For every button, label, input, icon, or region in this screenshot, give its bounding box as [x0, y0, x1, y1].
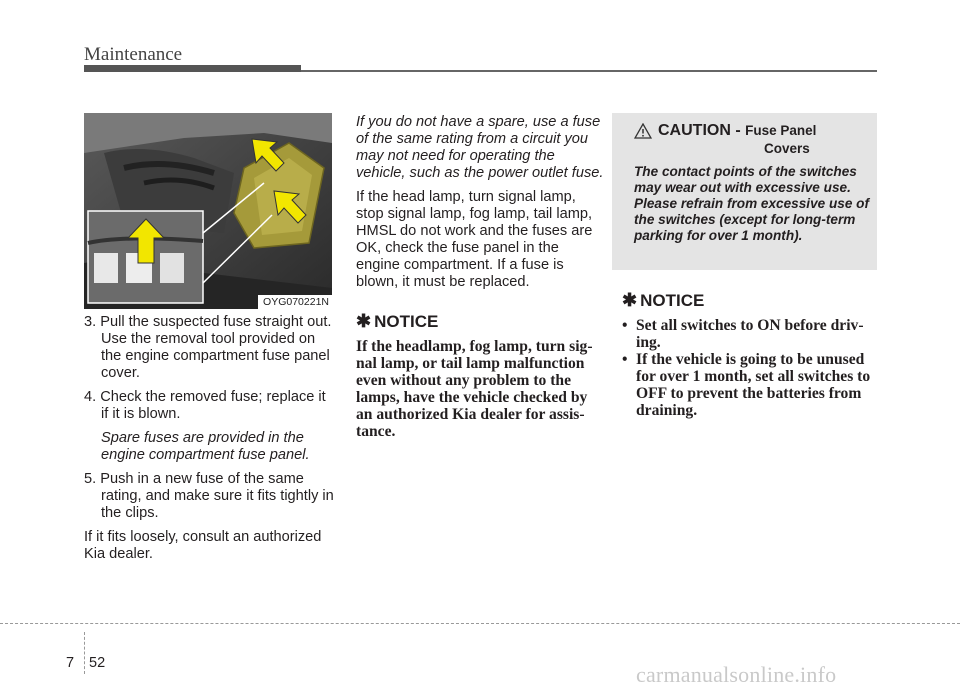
section-title: Maintenance — [84, 44, 183, 65]
step-4-note: Spare fuses are provided in the engine compartment fuse panel. — [101, 430, 310, 463]
notice-heading: ✱ NOTICE — [356, 311, 439, 331]
page-number: 52 — [89, 655, 106, 671]
list-item: • Set all switches to ON before driv-ing. — [622, 317, 864, 351]
engine-bay-illustration — [84, 113, 332, 309]
engine-fuse-photo — [84, 113, 332, 309]
warning-triangle-icon — [634, 123, 652, 139]
notice-star-icon: ✱ — [622, 290, 638, 310]
list-item: • If the vehicle is going to be unused for over 1 month, set all switches to OFF to prevent the batteries from draining. — [622, 351, 871, 419]
chapter-number: 7 — [66, 655, 75, 671]
right-column — [622, 270, 877, 419]
right-notice-heading: ✱ NOTICE — [622, 290, 705, 310]
spare-fuse-advice: If you do not have a spare, use a fuse of the same rating from a circuit you may not need for operating the vehicle, such as the power outlet fuse. — [356, 114, 604, 181]
lamp-check-text: If the head lamp, turn signal lamp, stop signal lamp, fog lamp, tail lamp, HMSL do not work and the fuses are OK, check the fuse panel in the engine compartment. If a fuse is blown, it must be replaced. — [356, 189, 593, 290]
caution-subject-2: Covers — [764, 141, 810, 156]
notice-star-icon: ✱ — [356, 311, 372, 331]
middle-column — [356, 114, 604, 447]
caution-body: The contact points of the switches may wear out with excessive use. Please refrain from excessive use of the switches (except for long-term parking for over 1 month). — [634, 164, 869, 243]
step-4: 4. Check the removed fuse; replace it if it is blown. — [84, 389, 326, 422]
header-rule-thin — [301, 70, 877, 72]
left-column — [84, 314, 334, 570]
watermark: carmanualsonline.info — [636, 662, 837, 687]
footer-rule — [0, 623, 960, 624]
figure-code: OYG070221N — [258, 295, 332, 309]
step-5: 5. Push in a new fuse of the same rating, and make sure it fits tightly in the clips. — [84, 471, 334, 521]
closing-text: If it fits loosely, consult an authorized Kia dealer. — [84, 529, 322, 562]
notice-bullets — [622, 317, 877, 419]
step-3: 3. Pull the suspected fuse straight out. Use the removal tool provided on the engine compartment fuse panel cover. — [84, 314, 332, 381]
caution-subject-1: Fuse Panel — [745, 123, 817, 138]
footer-divider — [84, 632, 85, 674]
notice-text: If the headlamp, fog lamp, turn sig-nal lamp, or tail lamp malfunction even without any problem to the lamps, have the vehicle checked by an authorized Kia dealer for assis-tance. — [356, 338, 593, 440]
caution-word: CAUTION - — [658, 122, 741, 139]
caution-title — [634, 122, 816, 158]
caution-box — [612, 113, 877, 270]
header-rule-thick — [84, 65, 301, 72]
